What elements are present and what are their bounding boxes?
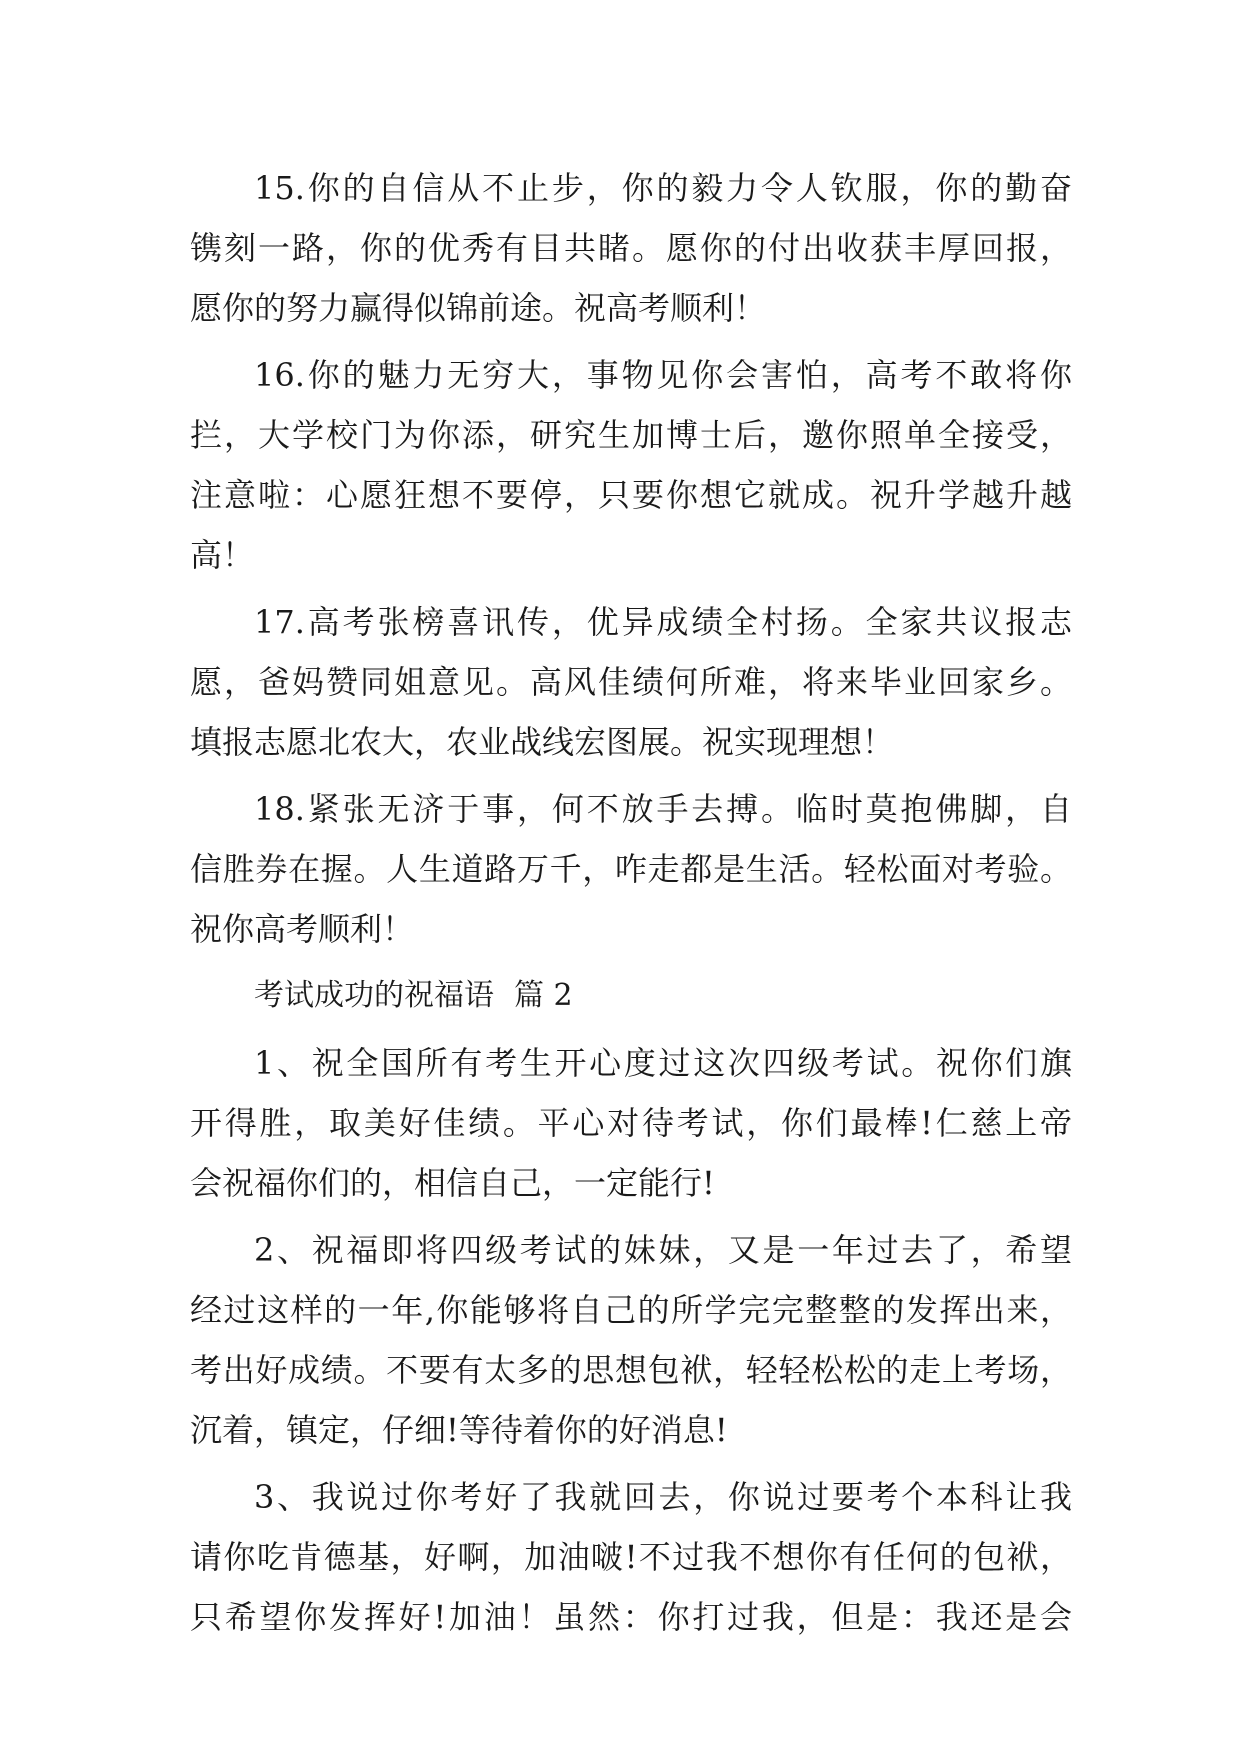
paragraph-16 (190, 345, 1072, 585)
text-line: 请你吃肯德基，好啊，加油啵!不过我不想你有任何的包袱， (190, 1538, 1072, 1576)
text-line: 2、祝福即将四级考试的妹妹，又是一年过去了，希望 (254, 1231, 1072, 1269)
paragraph-2 (190, 1220, 1072, 1460)
section-heading (190, 966, 1072, 1026)
text-line: 17.高考张榜喜讯传，优异成绩全村扬。全家共议报志 (254, 603, 1072, 641)
paragraph-15 (190, 158, 1072, 338)
text-line: 3、我说过你考好了我就回去，你说过要考个本科让我 (254, 1478, 1072, 1516)
section-heading-part: 篇 2 (514, 978, 573, 1013)
paragraph-18 (190, 779, 1072, 959)
section-heading-title: 考试成功的祝福语 (254, 978, 494, 1013)
text-line: 开得胜，取美好佳绩。平心对待考试，你们最棒!仁慈上帝 (190, 1104, 1072, 1142)
text-line: 经过这样的一年,你能够将自己的所学完完整整的发挥出来， (190, 1291, 1072, 1329)
text-line: 15.你的自信从不止步，你的毅力令人钦服，你的勤奋 (254, 169, 1072, 207)
text-line: 考出好成绩。不要有太多的思想包袱，轻轻松松的走上考场， (190, 1351, 1072, 1389)
paragraph-17 (190, 592, 1072, 772)
text-line: 16.你的魅力无穷大，事物见你会害怕，高考不敢将你 (254, 356, 1072, 394)
text-line: 填报志愿北农大，农业战线宏图展。祝实现理想！ (190, 723, 895, 761)
text-line: 愿，爸妈赞同姐意见。高风佳绩何所难，将来毕业回家乡。 (190, 663, 1072, 701)
text-line: 注意啦：心愿狂想不要停，只要你想它就成。祝升学越升越 (190, 476, 1072, 514)
text-line: 只希望你发挥好!加油！虽然：你打过我，但是：我还是会 (190, 1598, 1072, 1636)
text-line: 高！ (190, 536, 255, 574)
text-line: 沉着，镇定，仔细!等待着你的好消息! (190, 1411, 728, 1449)
text-line: 信胜券在握。人生道路万千，咋走都是生活。轻松面对考验。 (190, 850, 1072, 888)
text-line: 拦，大学校门为你添，研究生加博士后，邀你照单全接受， (190, 416, 1072, 454)
document-body (190, 158, 1072, 1654)
text-line: 会祝福你们的，相信自己，一定能行! (190, 1164, 715, 1202)
text-line: 1、祝全国所有考生开心度过这次四级考试。祝你们旗 (254, 1044, 1072, 1082)
paragraph-3 (190, 1467, 1072, 1647)
text-line: 祝你高考顺利！ (190, 910, 415, 948)
text-line: 镌刻一路，你的优秀有目共睹。愿你的付出收获丰厚回报， (190, 229, 1072, 267)
text-line: 愿你的努力赢得似锦前途。祝高考顺利！ (190, 289, 767, 327)
text-line: 18.紧张无济于事，何不放手去搏。临时莫抱佛脚，自 (254, 790, 1072, 828)
paragraph-1 (190, 1033, 1072, 1213)
